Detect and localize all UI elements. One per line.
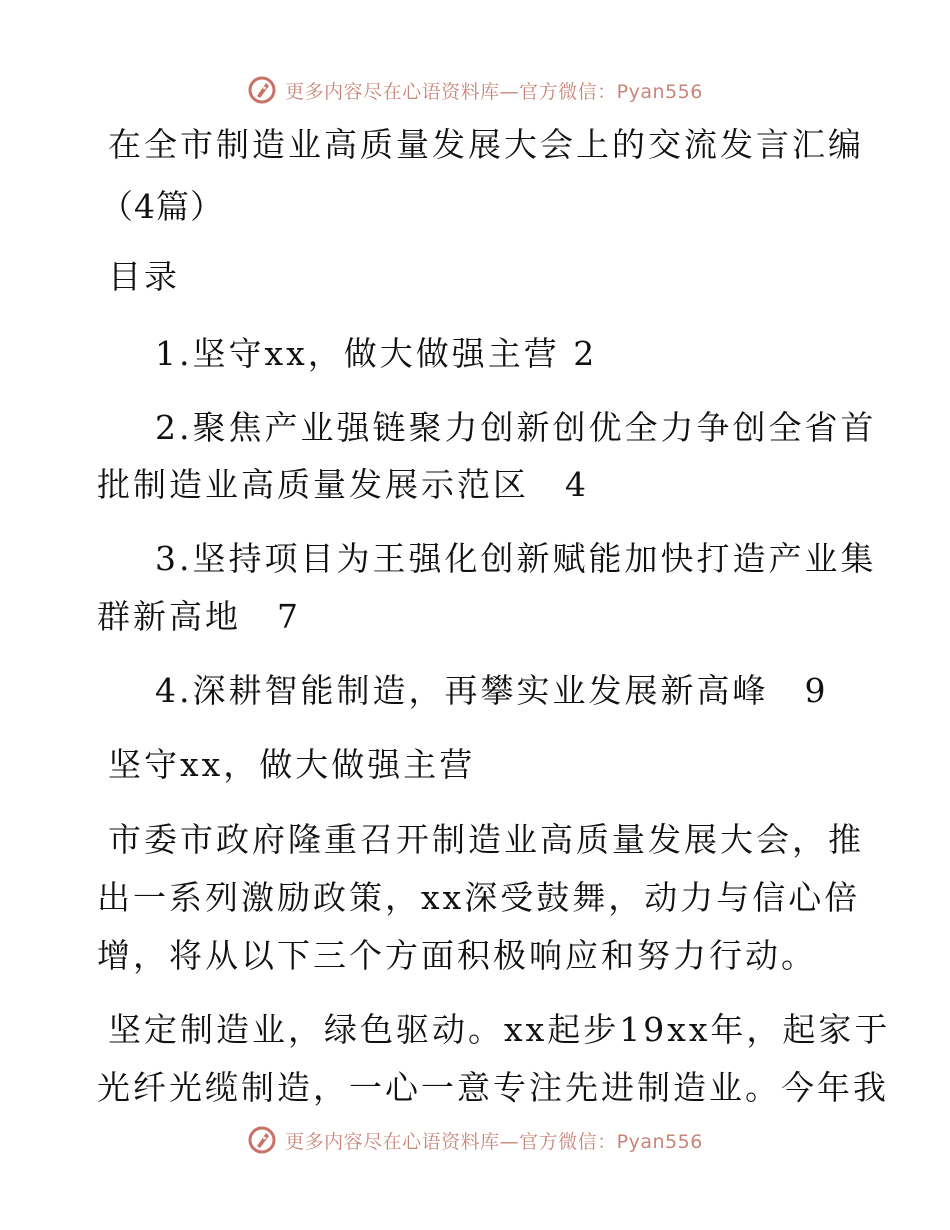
paragraph-2-line-2: 光纤光缆制造，一心一意专注先进制造业。今年我	[97, 1068, 889, 1107]
toc-item-3-line-1: 3.坚持项目为王强化创新赋能加快打造产业集	[155, 539, 877, 578]
watermark-text: 更多内容尽在心语资料库—官方微信：Pyan556	[285, 80, 703, 103]
toc-item-3-line-2: 群新高地 7	[97, 597, 301, 636]
toc-item-4: 4.深耕智能制造，再攀实业发展新高峰 9	[155, 671, 829, 710]
section-heading: 坚守xx，做大做强主营	[108, 745, 476, 784]
paragraph-2-line-1: 坚定制造业，绿色驱动。xx起步19xx年，起家于	[108, 1010, 891, 1049]
document-title-line-1: 在全市制造业高质量发展大会上的交流发言汇编	[108, 125, 864, 164]
toc-item-1: 1.坚守xx，做大做强主营 2	[155, 334, 598, 373]
document-title-line-2: （4篇）	[100, 187, 224, 226]
toc-heading: 目录	[108, 257, 180, 296]
watermark-footer	[0, 1120, 950, 1160]
pen-nib-circle-icon	[247, 75, 277, 105]
paragraph-1-line-2: 出一系列激励政策，xx深受鼓舞，动力与信心倍	[97, 878, 861, 917]
watermark-text: 更多内容尽在心语资料库—官方微信：Pyan556	[285, 1130, 703, 1153]
toc-item-2-line-2: 批制造业高质量发展示范区 4	[97, 465, 589, 504]
paragraph-1-line-3: 增，将从以下三个方面积极响应和努力行动。	[97, 936, 817, 975]
watermark-header	[0, 70, 950, 110]
pen-nib-circle-icon	[247, 1125, 277, 1155]
paragraph-1-line-1: 市委市政府隆重召开制造业高质量发展大会，推	[108, 820, 864, 859]
toc-item-2-line-1: 2.聚焦产业强链聚力创新创优全力争创全省首	[155, 408, 877, 447]
